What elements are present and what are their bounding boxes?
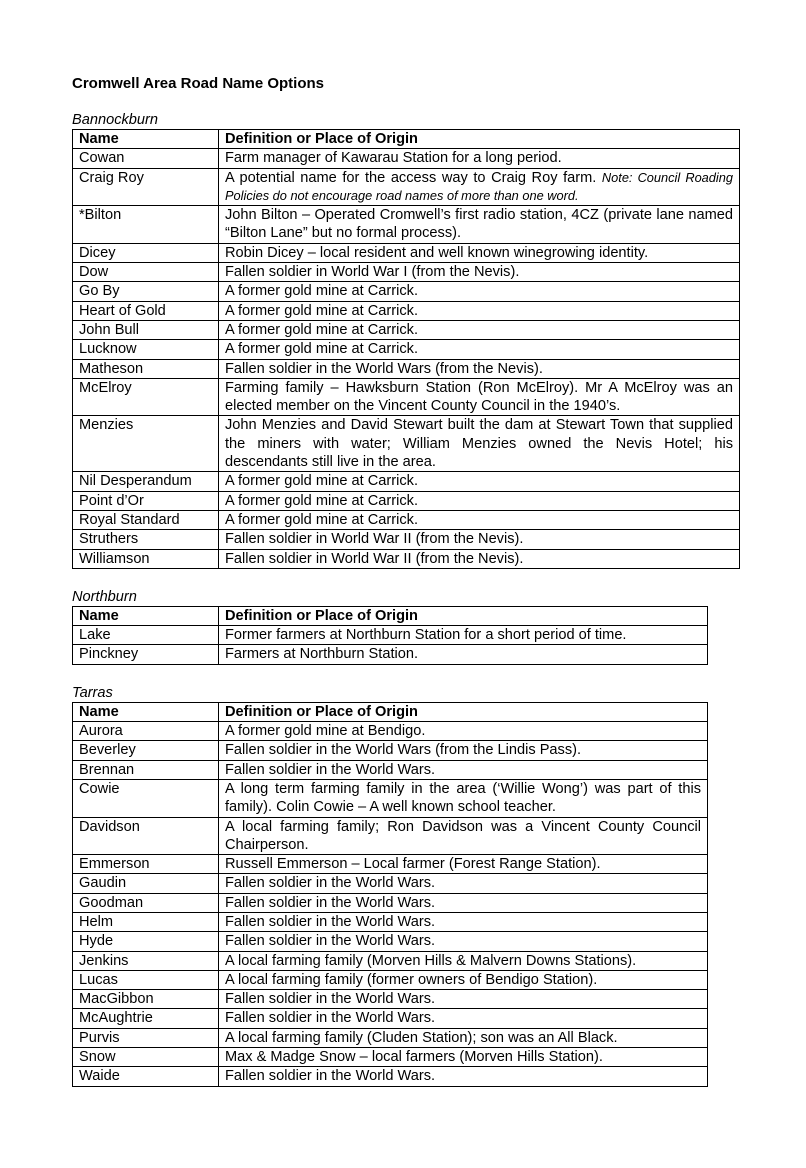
- road-name-cell: Go By: [73, 282, 219, 301]
- definition-text: A local farming family (Morven Hills & Malvern Downs Stations).: [225, 952, 637, 969]
- road-name-cell: Brennan: [73, 760, 219, 779]
- table-row: [73, 912, 708, 931]
- road-name-cell: McAughtrie: [73, 1009, 219, 1028]
- section-title: Bannockburn: [72, 112, 159, 128]
- road-name-cell: *Bilton: [73, 206, 219, 244]
- table-row: [73, 874, 708, 893]
- definition-cell: [219, 168, 740, 206]
- definition-cell: [219, 817, 708, 855]
- table-row: [73, 990, 708, 1009]
- table-row: [73, 645, 708, 664]
- definition-cell: [219, 510, 740, 529]
- definition-text: A local farming family; Ron Davidson was a Vincent County Council Chairperson.: [225, 818, 701, 853]
- table-row: [73, 817, 708, 855]
- road-name-cell: Cowan: [73, 149, 219, 168]
- road-name-cell: Emmerson: [73, 855, 219, 874]
- road-name-cell: Menzies: [73, 416, 219, 472]
- column-header-definition: Definition or Place of Origin: [219, 606, 708, 625]
- table-row: [73, 320, 740, 339]
- definition-cell: [219, 549, 740, 568]
- column-header-definition: Definition or Place of Origin: [219, 130, 740, 149]
- definition-cell: [219, 491, 740, 510]
- definition-cell: [219, 912, 708, 931]
- definition-text: A former gold mine at Carrick.: [225, 321, 419, 338]
- definition-text: Fallen soldier in World War II (from the Nevis).: [225, 531, 524, 548]
- document-page: [72, 72, 740, 1087]
- definition-cell: [219, 282, 740, 301]
- table-row: [73, 301, 740, 320]
- table-row: [73, 530, 740, 549]
- definition-text: Russell Emmerson – Local farmer (Forest Range Station).: [225, 856, 601, 873]
- definition-cell: [219, 206, 740, 244]
- road-name-cell: Snow: [73, 1048, 219, 1067]
- definition-cell: [219, 1009, 708, 1028]
- definition-text: Farmers at Northburn Station.: [225, 646, 419, 663]
- definition-cell: [219, 472, 740, 491]
- definition-cell: [219, 263, 740, 282]
- definition-cell: [219, 951, 708, 970]
- table-row: [73, 263, 740, 282]
- definition-text: A former gold mine at Carrick.: [225, 302, 419, 319]
- table-row: [73, 416, 740, 472]
- road-name-cell: Cowie: [73, 779, 219, 817]
- table-row: [73, 779, 708, 817]
- column-header-definition: Definition or Place of Origin: [219, 702, 708, 721]
- table-row: [73, 970, 708, 989]
- road-name-cell: Davidson: [73, 817, 219, 855]
- table-row: [73, 206, 740, 244]
- definition-text: A former gold mine at Carrick.: [225, 283, 419, 300]
- road-name-cell: John Bull: [73, 320, 219, 339]
- definition-text: Fallen soldier in the World Wars.: [225, 761, 436, 778]
- definition-text: Former farmers at Northburn Station for a short period of time.: [225, 627, 627, 644]
- definition-cell: [219, 1067, 708, 1086]
- table-row: [73, 1028, 708, 1047]
- road-name-cell: Craig Roy: [73, 168, 219, 206]
- definition-text: Fallen soldier in the World Wars.: [225, 933, 436, 950]
- section-northburn: [72, 589, 740, 665]
- road-name-cell: Jenkins: [73, 951, 219, 970]
- table-row: [73, 760, 708, 779]
- table-row: [73, 1009, 708, 1028]
- definition-cell: [219, 359, 740, 378]
- road-name-cell: MacGibbon: [73, 990, 219, 1009]
- section-title: Northburn: [72, 588, 137, 605]
- table-row: [73, 149, 740, 168]
- table-row: [73, 951, 708, 970]
- column-header-name: Name: [73, 130, 219, 149]
- definition-cell: [219, 645, 708, 664]
- definition-cell: [219, 874, 708, 893]
- definition-cell: [219, 1028, 708, 1047]
- table-body: [73, 149, 740, 569]
- road-name-cell: Pinckney: [73, 645, 219, 664]
- definition-text: A former gold mine at Bendigo.: [225, 723, 426, 740]
- road-name-cell: Struthers: [73, 530, 219, 549]
- road-name-cell: Dicey: [73, 243, 219, 262]
- council-note: Note: Council Roading Policies do not encourage road names of more than one word.: [225, 169, 733, 203]
- table-row: [73, 510, 740, 529]
- road-name-cell: McElroy: [73, 378, 219, 416]
- definition-text: John Bilton – Operated Cromwell’s first radio station, 4CZ (private lane named “Bilton Lane” but no formal process).: [225, 207, 733, 242]
- table-header-row: [73, 702, 708, 721]
- definition-text: A local farming family (former owners of Bendigo Station).: [225, 971, 598, 988]
- table-bannockburn: [72, 129, 740, 569]
- table-row: [73, 340, 740, 359]
- road-name-cell: Lucas: [73, 970, 219, 989]
- table-row: [73, 932, 708, 951]
- road-name-cell: Williamson: [73, 549, 219, 568]
- road-name-cell: Lake: [73, 626, 219, 645]
- table-tarras: [72, 702, 708, 1087]
- definition-cell: [219, 855, 708, 874]
- column-header-name: Name: [73, 606, 219, 625]
- road-name-cell: Point d’Or: [73, 491, 219, 510]
- definition-cell: [219, 320, 740, 339]
- definition-text: Robin Dicey – local resident and well known winegrowing identity.: [225, 244, 649, 261]
- definition-text: A long term farming family in the area (‘Willie Wong’) was part of this family). Colin Cowie – A well known school teacher.: [225, 780, 701, 816]
- table-row: [73, 549, 740, 568]
- table-row: [73, 491, 740, 510]
- definition-text: Fallen soldier in World War II (from the Nevis).: [225, 550, 524, 567]
- definition-cell: [219, 243, 740, 262]
- table-northburn: [72, 606, 708, 665]
- definition-text: Farm manager of Kawarau Station for a long period.: [225, 150, 562, 167]
- table-header-row: [73, 130, 740, 149]
- definition-text: Fallen soldier in the World Wars.: [225, 1068, 436, 1085]
- table-row: [73, 1067, 708, 1086]
- table-row: [73, 741, 708, 760]
- road-name-cell: Goodman: [73, 893, 219, 912]
- table-row: [73, 1048, 708, 1067]
- definition-text: Fallen soldier in the World Wars.: [225, 991, 436, 1008]
- definition-text: Fallen soldier in the World Wars.: [225, 875, 436, 892]
- document-title: Cromwell Area Road Name Options: [72, 75, 324, 92]
- road-name-cell: Dow: [73, 263, 219, 282]
- section-tarras: [72, 685, 740, 1087]
- definition-text: A former gold mine at Carrick.: [225, 341, 419, 358]
- definition-text: A former gold mine at Carrick.: [225, 473, 419, 490]
- definition-cell: [219, 416, 740, 472]
- section-bannockburn: [72, 112, 740, 569]
- road-name-cell: Gaudin: [73, 874, 219, 893]
- definition-text: A former gold mine at Carrick.: [225, 511, 419, 528]
- table-row: [73, 855, 708, 874]
- table-row: [73, 282, 740, 301]
- table-row: [73, 243, 740, 262]
- road-name-cell: Matheson: [73, 359, 219, 378]
- table-row: [73, 378, 740, 416]
- definition-text: A potential name for the access way to Craig Roy farm.: [225, 169, 597, 186]
- definition-cell: [219, 1048, 708, 1067]
- road-name-cell: Purvis: [73, 1028, 219, 1047]
- definition-cell: [219, 149, 740, 168]
- table-row: [73, 359, 740, 378]
- road-name-cell: Helm: [73, 912, 219, 931]
- definition-text: A former gold mine at Carrick.: [225, 492, 419, 509]
- table-body: [73, 722, 708, 1087]
- definition-text: Fallen soldier in the World Wars (from the Nevis).: [225, 360, 543, 377]
- road-name-cell: Heart of Gold: [73, 301, 219, 320]
- definition-cell: [219, 301, 740, 320]
- definition-cell: [219, 340, 740, 359]
- table-row: [73, 722, 708, 741]
- definition-text: Fallen soldier in World War I (from the Nevis).: [225, 264, 520, 281]
- definition-text: Max & Madge Snow – local farmers (Morven Hills Station).: [225, 1049, 603, 1066]
- definition-cell: [219, 722, 708, 741]
- definition-cell: [219, 741, 708, 760]
- definition-text: Fallen soldier in the World Wars.: [225, 894, 436, 911]
- definition-text: Fallen soldier in the World Wars.: [225, 1010, 436, 1027]
- road-name-cell: Lucknow: [73, 340, 219, 359]
- column-header-name: Name: [73, 702, 219, 721]
- definition-text: John Menzies and David Stewart built the dam at Stewart Town that supplied the miners with water; William Menzies owned the Nevis Hotel; his descendants still live in the area.: [225, 417, 733, 471]
- section-title: Tarras: [72, 684, 113, 701]
- definition-text: A local farming family (Cluden Station); son was an All Black.: [225, 1029, 618, 1046]
- road-name-cell: Waide: [73, 1067, 219, 1086]
- definition-cell: [219, 760, 708, 779]
- definition-cell: [219, 378, 740, 416]
- road-name-cell: Hyde: [73, 932, 219, 951]
- table-body: [73, 626, 708, 665]
- definition-text: Fallen soldier in the World Wars (from the Lindis Pass).: [225, 742, 582, 759]
- definition-cell: [219, 990, 708, 1009]
- road-name-cell: Royal Standard: [73, 510, 219, 529]
- definition-cell: [219, 932, 708, 951]
- definition-cell: [219, 626, 708, 645]
- definition-cell: [219, 530, 740, 549]
- table-row: [73, 626, 708, 645]
- road-name-cell: Beverley: [73, 741, 219, 760]
- road-name-cell: Aurora: [73, 722, 219, 741]
- table-header-row: [73, 606, 708, 625]
- table-row: [73, 472, 740, 491]
- definition-cell: [219, 970, 708, 989]
- definition-text: Farming family – Hawksburn Station (Ron McElroy). Mr A McElroy was an elected member on the Vincent County Council in the 1940’s.: [225, 379, 733, 415]
- table-row: [73, 168, 740, 206]
- table-row: [73, 893, 708, 912]
- road-name-cell: Nil Desperandum: [73, 472, 219, 491]
- definition-cell: [219, 779, 708, 817]
- definition-text: Fallen soldier in the World Wars.: [225, 913, 436, 930]
- definition-cell: [219, 893, 708, 912]
